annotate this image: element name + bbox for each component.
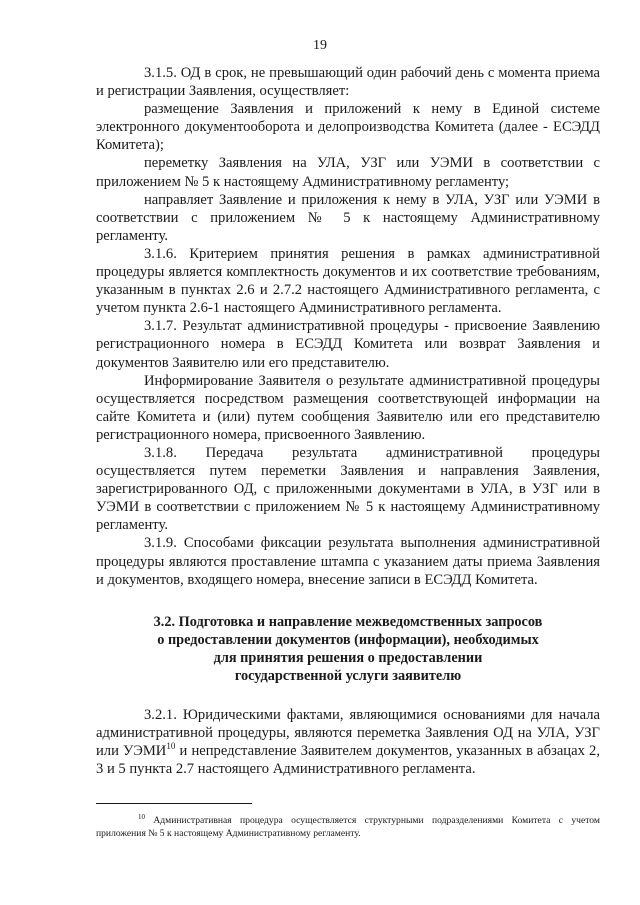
- footnote: [96, 814, 600, 840]
- footnote-mark: 10: [138, 812, 145, 821]
- paragraph-3-1-5: 3.1.5. ОД в срок, не превышающий один рабочий день с момента приема и регистрации Заявления, осуществляет:: [96, 65, 600, 100]
- paragraph-3-1-9: 3.1.9. Способами фиксации результата выполнения административной процедуры являются проставление штампа с указанием даты приема Заявления и документов, входящего номера, внесение записи в ЕСЭДД Комитета.: [96, 535, 600, 588]
- footnote-separator: [96, 803, 252, 804]
- paragraph-3-2-1-start: 3.2.1. Юридическими фактами, являющимися основаниями для начала административной процедуры, являются переметка Заявления ОД на УЛА, УЗГ или УЭМИ: [96, 706, 600, 759]
- heading-line: государственной услуги заявителю: [234, 668, 462, 685]
- heading-line: о предоставлении документов (информации), необходимых: [157, 631, 539, 648]
- document-body: [96, 64, 600, 778]
- footnote-body: Административная процедура осуществляется структурными подразделениями Комитета с учетом приложения № 5 к настоящему Административному регламенту.: [96, 815, 600, 840]
- footnote-text: [96, 814, 600, 840]
- paragraph-3-1-7: 3.1.7. Результат административной процедуры - присвоение Заявлению регистрационного номера в ЕСЭДД Комитета или возврат Заявления и документов Заявителю или его представителю.: [96, 318, 600, 371]
- page-number: 19: [313, 38, 327, 53]
- heading-line: для принятия решения о предоставлении: [213, 650, 483, 667]
- footnote-reference[interactable]: 10: [166, 740, 176, 751]
- paragraph-informing: Информирование Заявителя о результате административной процедуры осуществляется посредством размещения соответствующей информации на сайте Комитета и (или) путем сообщения Заявителю или его представителю регистрационного номера, присвоенного Заявлению.: [96, 372, 600, 443]
- paragraph-3-1-8: 3.1.8. Передача результата административной процедуры осуществляется путем переметки Заявления и направления Заявления, зарегистрированного ОД, с приложенными документами в УЛА, в УЗГ или в УЭМИ в соответствии с приложением № 5 к настоящему Административному регламенту.: [96, 444, 600, 534]
- heading-line: 3.2. Подготовка и направление межведомственных запросов: [153, 613, 543, 630]
- paragraph-3-2-1-end: и непредставление Заявителем документов, указанных в абзацах 2, 3 и 5 пункта 2.7 настоящего Административного регламента.: [96, 742, 600, 777]
- paragraph-esedd-placement: размещение Заявления и приложений к нему в Единой системе электронного документооборота и делопроизводства Комитета (далее - ЕСЭДД Комитета);: [96, 101, 600, 154]
- section-heading-3-2: [96, 613, 600, 686]
- paragraph-3-2-1: [96, 706, 600, 778]
- paragraph-reassignment: переметку Заявления на УЛА, УЗГ или УЭМИ в соответствии с приложением № 5 к настоящему Административному регламенту;: [96, 155, 600, 190]
- paragraph-3-1-6: 3.1.6. Критерием принятия решения в рамках административной процедуры является комплектность документов и их соответствие требованиям, указанным в пунктах 2.6 и 2.7.2 настоящего Административного регламента, с учетом пункта 2.6-1 настоящего Административного регламента.: [96, 245, 600, 317]
- paragraph-sends-application: направляет Заявление и приложения к нему в УЛА, УЗГ или УЭМИ в соответствии с приложением № 5 к настоящему Административному регламенту.: [96, 191, 600, 244]
